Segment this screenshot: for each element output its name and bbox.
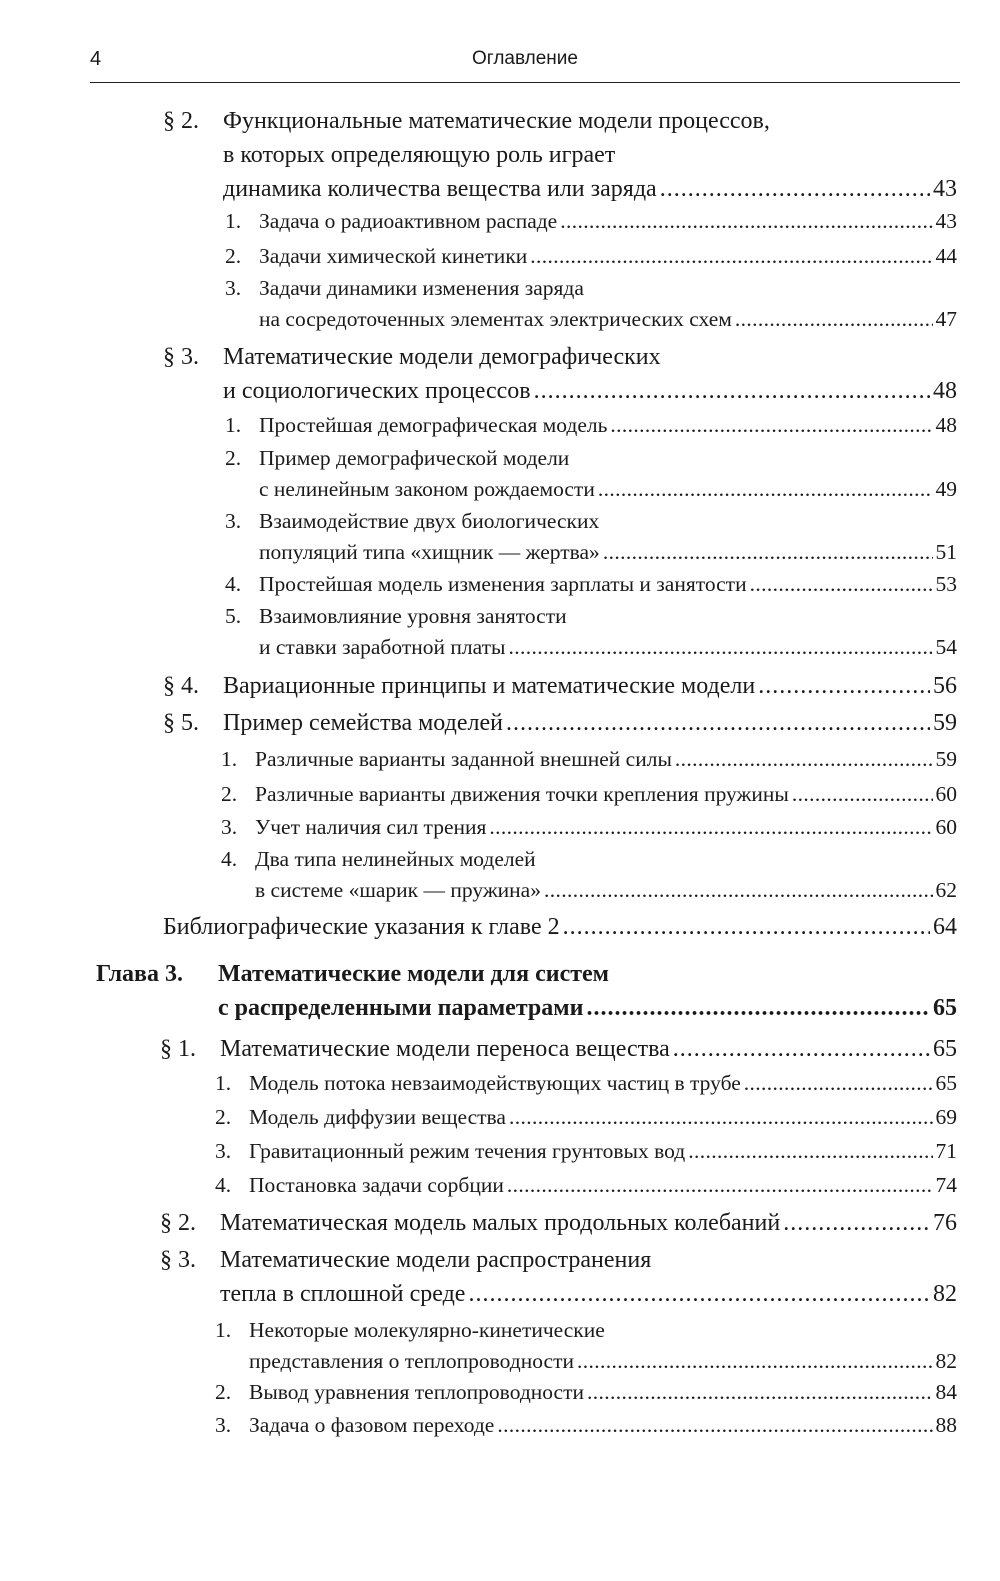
toc-entry-text bbox=[259, 410, 957, 441]
toc-entry-row bbox=[225, 506, 957, 568]
toc-entry-text bbox=[223, 669, 957, 703]
toc-leader-dots bbox=[603, 537, 933, 568]
toc-entry bbox=[160, 1206, 957, 1240]
toc-entry-title: с распределенными параметрами bbox=[218, 995, 584, 1021]
toc-entry-last-line bbox=[249, 1102, 957, 1133]
toc-entry bbox=[225, 569, 957, 600]
toc-entry-last-line bbox=[255, 875, 957, 906]
toc-entry-row bbox=[221, 779, 957, 810]
toc-entry-last-line bbox=[255, 812, 957, 843]
toc-leader-dots bbox=[506, 706, 930, 740]
toc-entry bbox=[163, 910, 957, 944]
toc-entry-number: 2. bbox=[221, 782, 238, 806]
toc-entry-last-line bbox=[223, 374, 957, 408]
toc-leader-dots bbox=[744, 1068, 933, 1099]
toc-entry-title: и социологических процессов bbox=[223, 378, 531, 404]
toc-page-number: 65 bbox=[933, 1036, 957, 1062]
toc-leader-dots bbox=[586, 991, 930, 1025]
toc-entry-title: Модель диффузии вещества bbox=[249, 1105, 506, 1129]
toc-page-number: 51 bbox=[935, 540, 957, 564]
toc-entry bbox=[215, 1102, 957, 1133]
toc-page-number: 65 bbox=[935, 1071, 957, 1095]
toc-entry-last-line bbox=[259, 241, 957, 272]
toc-entry-title: с нелинейным законом рождаемости bbox=[259, 477, 595, 501]
toc-entry-text bbox=[249, 1377, 957, 1408]
toc-leader-dots bbox=[507, 1170, 933, 1201]
toc-leader-dots bbox=[598, 474, 933, 505]
toc-entry-last-line bbox=[259, 569, 957, 600]
toc-entry bbox=[96, 957, 957, 1025]
toc-entry-row bbox=[225, 569, 957, 600]
toc-entry-number: 2. bbox=[215, 1105, 232, 1129]
toc-entry-number: 4. bbox=[225, 572, 242, 596]
toc-entry-last-line bbox=[259, 304, 957, 335]
toc-entry bbox=[163, 340, 957, 408]
toc-entry-title: Гравитационный режим течения грунтовых вод bbox=[249, 1139, 686, 1163]
toc-entry-last-line bbox=[249, 1170, 957, 1201]
toc-entry-last-line bbox=[220, 1206, 957, 1240]
toc-entry-row bbox=[221, 744, 957, 775]
toc-entry-text bbox=[259, 273, 957, 335]
toc-entry-row bbox=[160, 1206, 957, 1240]
toc-entry-number: 1. bbox=[225, 209, 242, 233]
toc-page-number: 60 bbox=[935, 782, 957, 806]
toc-page-number: 49 bbox=[935, 477, 957, 501]
toc-leader-dots bbox=[750, 569, 933, 600]
toc-entry-number: 1. bbox=[215, 1318, 232, 1342]
toc-entry-row bbox=[221, 844, 957, 906]
toc-entry bbox=[163, 104, 957, 206]
toc-page-number: 84 bbox=[935, 1380, 957, 1404]
toc-entry bbox=[163, 669, 957, 703]
toc-entry-line: Задачи динамики изменения заряда bbox=[259, 276, 584, 300]
toc-entry-line: Некоторые молекулярно-кинетические bbox=[249, 1318, 605, 1342]
toc-entry-title: Модель потока невзаимодействующих частиц в трубе bbox=[249, 1071, 741, 1095]
toc-entry bbox=[225, 241, 957, 272]
running-title: Оглавление bbox=[472, 48, 578, 69]
toc-entry-text bbox=[259, 206, 957, 237]
toc-leader-dots bbox=[468, 1277, 930, 1311]
toc-page-number: 54 bbox=[935, 635, 957, 659]
toc-page-number: 53 bbox=[935, 572, 957, 596]
toc-entry-number: 2. bbox=[225, 244, 242, 268]
toc-entry-title: Простейшая модель изменения зарплаты и занятости bbox=[259, 572, 747, 596]
toc-entry-number: 3. bbox=[215, 1413, 232, 1437]
toc-entry-title: Математическая модель малых продольных колебаний bbox=[220, 1210, 781, 1236]
toc-entry bbox=[215, 1377, 957, 1408]
toc-entry-last-line bbox=[249, 1068, 957, 1099]
toc-entry-number: § 2. bbox=[160, 1210, 196, 1236]
toc-entry-line: Взаимовлияние уровня занятости bbox=[259, 604, 567, 628]
toc-entry-last-line bbox=[220, 1277, 957, 1311]
toc-entry-row bbox=[215, 1410, 957, 1441]
toc-entry-last-line bbox=[223, 706, 957, 740]
toc-entry-text bbox=[220, 1206, 957, 1240]
toc-entry-row bbox=[163, 910, 957, 944]
toc-entry-text bbox=[249, 1410, 957, 1441]
toc-entry-title: Математические модели переноса вещества bbox=[220, 1036, 670, 1062]
toc-page-number: 47 bbox=[935, 307, 957, 331]
toc-entry-line: Математические модели для систем bbox=[218, 961, 610, 987]
toc-entry-title: Различные варианты заданной внешней силы bbox=[255, 747, 672, 771]
toc-leader-dots bbox=[783, 1206, 930, 1240]
toc-entry-number: 4. bbox=[215, 1173, 232, 1197]
toc-entry-row bbox=[215, 1068, 957, 1099]
toc-entry-title: на сосредоточенных элементах электрических схем bbox=[259, 307, 732, 331]
toc-entry-row bbox=[225, 241, 957, 272]
toc-page-number: 65 bbox=[933, 995, 957, 1021]
toc-page-number: 60 bbox=[935, 815, 957, 839]
toc-entry-text bbox=[249, 1102, 957, 1133]
toc-leader-dots bbox=[530, 241, 932, 272]
toc-entry-last-line bbox=[259, 206, 957, 237]
toc-entry-text bbox=[249, 1170, 957, 1201]
toc-entry-last-line bbox=[163, 910, 957, 944]
toc-entry-text bbox=[218, 957, 957, 1025]
toc-leader-dots bbox=[509, 1102, 933, 1133]
toc-page-number: 48 bbox=[933, 378, 957, 404]
toc-leader-dots bbox=[660, 172, 930, 206]
toc-leader-dots bbox=[792, 779, 933, 810]
toc-entry-last-line bbox=[255, 744, 957, 775]
toc-entry bbox=[160, 1032, 957, 1066]
toc-entry-text bbox=[259, 506, 957, 568]
toc-entry-number: 3. bbox=[225, 276, 242, 300]
toc-entry-line: Математические модели демографических bbox=[223, 344, 661, 370]
toc-entry-last-line bbox=[259, 474, 957, 505]
toc-entry-row bbox=[163, 104, 957, 206]
toc-entry bbox=[221, 844, 957, 906]
page-number: 4 bbox=[90, 48, 102, 70]
toc-entry-row bbox=[215, 1315, 957, 1377]
toc-entry-number: 2. bbox=[215, 1380, 232, 1404]
toc-entry-text bbox=[249, 1315, 957, 1377]
toc-leader-dots bbox=[563, 910, 930, 944]
toc-leader-dots bbox=[675, 744, 933, 775]
toc-entry-number: 3. bbox=[225, 509, 242, 533]
toc-entry-number: Глава 3. bbox=[96, 961, 183, 987]
toc-entry-number: § 3. bbox=[163, 344, 199, 370]
toc-entry-text bbox=[255, 779, 957, 810]
toc-entry-text bbox=[249, 1068, 957, 1099]
toc-entry-title: Вывод уравнения теплопроводности bbox=[249, 1380, 584, 1404]
toc-entry bbox=[221, 812, 957, 843]
toc-entry bbox=[215, 1410, 957, 1441]
toc-entry-line: Пример демографической модели bbox=[259, 446, 570, 470]
toc-entry-title: Постановка задачи сорбции bbox=[249, 1173, 504, 1197]
toc-entry-line: в которых определяющую роль играет bbox=[223, 142, 616, 168]
toc-entry-title: Задача о радиоактивном распаде bbox=[259, 209, 558, 233]
toc-leader-dots bbox=[577, 1346, 933, 1377]
toc-entry-number: 1. bbox=[221, 747, 238, 771]
toc-entry-last-line bbox=[218, 991, 957, 1025]
toc-entry bbox=[160, 1243, 957, 1311]
toc-entry-number: 1. bbox=[215, 1071, 232, 1095]
toc-leader-dots bbox=[560, 206, 932, 237]
toc-page-number: 69 bbox=[935, 1105, 957, 1129]
toc-entry bbox=[225, 601, 957, 663]
toc-entry-last-line bbox=[259, 632, 957, 663]
toc-entry-title: Задачи химической кинетики bbox=[259, 244, 528, 268]
toc-entry bbox=[225, 506, 957, 568]
toc-leader-dots bbox=[673, 1032, 930, 1066]
toc-entry-text bbox=[223, 104, 957, 206]
toc-entry bbox=[221, 779, 957, 810]
toc-entry-row bbox=[215, 1102, 957, 1133]
toc-entry-row bbox=[225, 443, 957, 505]
toc-entry-title: тепла в сплошной среде bbox=[220, 1281, 466, 1307]
toc-page-number: 48 bbox=[935, 413, 957, 437]
toc-entry-title: Учет наличия сил трения bbox=[255, 815, 487, 839]
toc-entry-row bbox=[215, 1377, 957, 1408]
toc-entry-last-line bbox=[259, 537, 957, 568]
toc-entry-number: 1. bbox=[225, 413, 242, 437]
toc-entry bbox=[225, 443, 957, 505]
toc-entry-number: 3. bbox=[221, 815, 238, 839]
toc-entry-title: представления о теплопроводности bbox=[249, 1349, 574, 1373]
toc-entry-last-line bbox=[220, 1032, 957, 1066]
toc-entry-row bbox=[215, 1170, 957, 1201]
toc-entry-text bbox=[255, 744, 957, 775]
toc-entry bbox=[215, 1136, 957, 1167]
toc-entry-title: динамика количества вещества или заряда bbox=[223, 176, 657, 202]
toc-page-number: 64 bbox=[933, 914, 957, 940]
toc-entry-row bbox=[160, 1243, 957, 1311]
toc-entry-title: в системе «шарик — пружина» bbox=[255, 878, 541, 902]
toc-leader-dots bbox=[489, 812, 932, 843]
toc-entry-text bbox=[223, 706, 957, 740]
toc-entry-last-line bbox=[249, 1346, 957, 1377]
toc-entry bbox=[225, 410, 957, 441]
toc-leader-dots bbox=[508, 632, 932, 663]
toc-leader-dots bbox=[758, 669, 930, 703]
toc-entry-title: Библиографические указания к главе 2 bbox=[163, 914, 560, 940]
toc-leader-dots bbox=[544, 875, 933, 906]
toc-page-number: 74 bbox=[935, 1173, 957, 1197]
toc-entry-text bbox=[220, 1243, 957, 1311]
toc-entry-line: Два типа нелинейных моделей bbox=[255, 847, 536, 871]
toc-entry-text bbox=[255, 812, 957, 843]
toc-entry-row bbox=[215, 1136, 957, 1167]
toc-page-number: 43 bbox=[935, 209, 957, 233]
toc-entry-row bbox=[225, 410, 957, 441]
toc-entry-line: Взаимодействие двух биологических bbox=[259, 509, 600, 533]
toc-entry bbox=[163, 706, 957, 740]
toc-entry-text bbox=[259, 443, 957, 505]
toc-entry-text bbox=[259, 601, 957, 663]
toc-entry bbox=[221, 744, 957, 775]
toc-entry-row bbox=[225, 206, 957, 237]
toc-leader-dots bbox=[735, 304, 933, 335]
toc-entry-row bbox=[225, 273, 957, 335]
toc-entry-number: § 3. bbox=[160, 1247, 196, 1273]
toc-entry-line: Функциональные математические модели процессов, bbox=[223, 108, 770, 134]
toc-entry-last-line bbox=[223, 172, 957, 206]
toc-page-number: 71 bbox=[935, 1139, 957, 1163]
toc-leader-dots bbox=[534, 374, 930, 408]
toc-entry-title: Простейшая демографическая модель bbox=[259, 413, 608, 437]
toc-entry-number: § 5. bbox=[163, 710, 199, 736]
toc-leader-dots bbox=[497, 1410, 932, 1441]
toc-entry-last-line bbox=[259, 410, 957, 441]
toc-entry-line: Математические модели распространения bbox=[220, 1247, 652, 1273]
toc-page-number: 76 bbox=[933, 1210, 957, 1236]
toc-entry-row bbox=[160, 1032, 957, 1066]
toc-entry-number: § 4. bbox=[163, 673, 199, 699]
toc-entry-text bbox=[249, 1136, 957, 1167]
toc-entry-text bbox=[223, 340, 957, 408]
toc-entry bbox=[215, 1068, 957, 1099]
toc-entry-number: 2. bbox=[225, 446, 242, 470]
toc-entry-number: 4. bbox=[221, 847, 238, 871]
toc-page-number: 88 bbox=[935, 1413, 957, 1437]
toc-page-number: 62 bbox=[935, 878, 957, 902]
toc-entry-title: Вариационные принципы и математические модели bbox=[223, 673, 756, 699]
toc-page-number: 82 bbox=[935, 1349, 957, 1373]
toc-entry-row bbox=[96, 957, 957, 1025]
toc-entry-title: Различные варианты движения точки крепления пружины bbox=[255, 782, 789, 806]
toc-page-number: 43 bbox=[933, 176, 957, 202]
toc-entry bbox=[225, 273, 957, 335]
toc-entry-row bbox=[163, 706, 957, 740]
toc-entry-text bbox=[220, 1032, 957, 1066]
toc-entry-title: Пример семейства моделей bbox=[223, 710, 503, 736]
toc-entry-number: § 2. bbox=[163, 108, 199, 134]
toc-entry-text bbox=[259, 241, 957, 272]
toc-entry-title: и ставки заработной платы bbox=[259, 635, 506, 659]
toc-entry bbox=[225, 206, 957, 237]
toc-entry-last-line bbox=[249, 1410, 957, 1441]
toc-entry-row bbox=[163, 340, 957, 408]
toc-entry-row bbox=[163, 669, 957, 703]
toc-entry bbox=[215, 1170, 957, 1201]
toc-entry-number: 5. bbox=[225, 604, 242, 628]
toc-page-number: 44 bbox=[935, 244, 957, 268]
toc-page-number: 82 bbox=[933, 1281, 957, 1307]
toc-leader-dots bbox=[688, 1136, 932, 1167]
toc-entry-last-line bbox=[223, 669, 957, 703]
toc-entry-text bbox=[255, 844, 957, 906]
toc-entry-title: популяций типа «хищник — жертва» bbox=[259, 540, 600, 564]
toc-page-number: 56 bbox=[933, 673, 957, 699]
toc-entry-last-line bbox=[249, 1136, 957, 1167]
toc-entry-last-line bbox=[249, 1377, 957, 1408]
toc-page-number: 59 bbox=[935, 747, 957, 771]
toc-entry-row bbox=[225, 601, 957, 663]
toc-entry bbox=[215, 1315, 957, 1377]
toc-entry-text bbox=[163, 910, 957, 944]
toc-page-number: 59 bbox=[933, 710, 957, 736]
toc-entry-text bbox=[259, 569, 957, 600]
toc-entry-row bbox=[221, 812, 957, 843]
toc-leader-dots bbox=[587, 1377, 933, 1408]
toc-entry-number: § 1. bbox=[160, 1036, 196, 1062]
toc-entry-title: Задача о фазовом переходе bbox=[249, 1413, 495, 1437]
running-header bbox=[90, 44, 960, 83]
toc-entry-last-line bbox=[255, 779, 957, 810]
toc-entry-number: 3. bbox=[215, 1139, 232, 1163]
toc-leader-dots bbox=[610, 410, 932, 441]
